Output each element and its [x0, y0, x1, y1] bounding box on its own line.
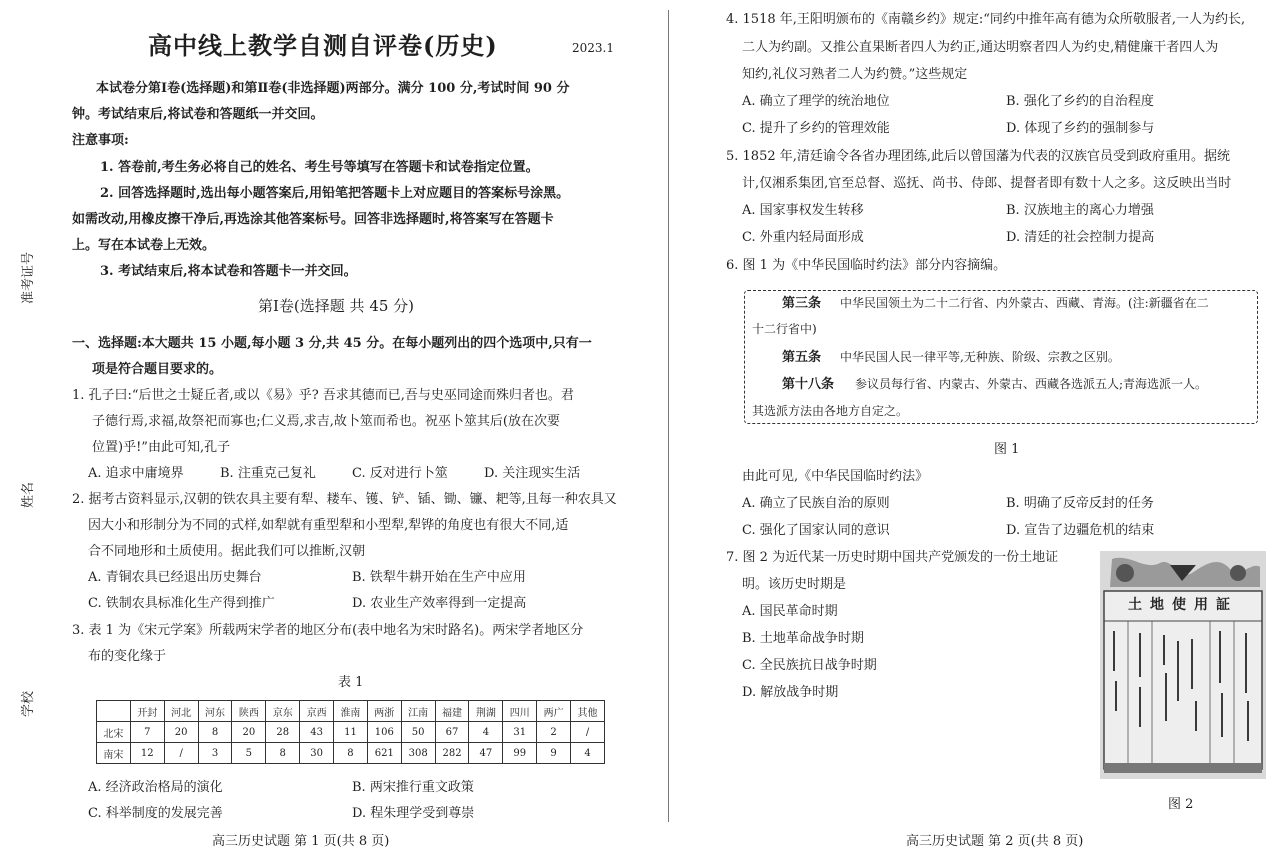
question-text: 4. 1518 年,王阳明颁布的《南赣乡约》规定:“同约中推年高有德为众所敬服者,一人为约长, [726, 12, 1246, 27]
question-text: 由此可见,《中华民国临时约法》 [742, 469, 929, 484]
school-label: 学校 [21, 690, 36, 717]
table-header-cell: 两广 [537, 701, 571, 722]
option: C. 全民族抗日战争时期 [742, 658, 877, 673]
table-cell: 5 [232, 743, 266, 764]
option: A. 追求中庸境界 [88, 466, 184, 481]
option: D. 关注现实生活 [484, 466, 581, 481]
question-text: 合不同地形和土质使用。据此我们可以推断,汉朝 [88, 544, 366, 559]
option: B. 汉族地主的离心力增强 [1006, 203, 1154, 218]
option: C. 提升了乡约的管理效能 [742, 121, 890, 136]
option: A. 青铜农具已经退出历史舞台 [88, 570, 262, 585]
table-cell: 106 [367, 722, 401, 743]
notice-item: 2. 回答选择题时,选出每小题答案后,用铅笔把答题卡上对应题目的答案标号涂黑。 [100, 186, 570, 201]
option: A. 确立了理学的统治地位 [742, 94, 890, 109]
article-text: 其选派方法由各地方自定之。 [752, 404, 909, 418]
section-title: 第Ⅰ卷(选择题 共 45 分) [258, 297, 415, 315]
table-cell: / [164, 743, 198, 764]
table-cell: / [571, 722, 605, 743]
option: D. 农业生产效率得到一定提高 [352, 596, 527, 611]
table-header-cell: 开封 [130, 701, 164, 722]
question-text: 1. 孔子曰:“后世之士疑丘者,或以《易》乎? 吾求其德而已,吾与史巫同途而殊归者也。君 [72, 388, 574, 403]
table-header-cell: 其他 [571, 701, 605, 722]
option: A. 国民革命时期 [742, 604, 838, 619]
question-text: 因大小和形制分为不同的式样,如犁就有重型犁和小型犁,犁铧的角度也有很大不同,适 [88, 518, 569, 533]
table-cell: 8 [266, 743, 300, 764]
notice-item: 1. 答卷前,考生务必将自己的姓名、考生号等填写在答题卡和试卷指定位置。 [100, 160, 539, 175]
table-cell: 282 [435, 743, 469, 764]
table-cell: 7 [130, 722, 164, 743]
question-text: 7. 图 2 为近代某一历史时期中国共产党颁发的一份土地证 [726, 550, 1059, 565]
name-label: 姓名 [21, 481, 36, 508]
table-cell: 2 [537, 722, 571, 743]
option: A. 经济政治格局的演化 [88, 780, 223, 795]
question-text: 明。该历史时期是 [742, 577, 847, 592]
option: B. 注重克己复礼 [220, 466, 316, 481]
option: B. 明确了反帝反封的任务 [1006, 496, 1154, 511]
question-text: 2. 据考古资料显示,汉朝的铁农具主要有犁、耧车、镬、铲、锸、锄、镰、耙等,且每一种农具又 [72, 492, 617, 507]
option: D. 清廷的社会控制力提高 [1006, 230, 1155, 245]
page-title: 高中线上教学自测自评卷(历史) [148, 31, 498, 60]
certificate-title: 土地使用証 [1128, 597, 1238, 613]
intro-line: 本试卷分第Ⅰ卷(选择题)和第Ⅱ卷(非选择题)两部分。满分 100 分,考试时间 90 分 [96, 81, 570, 96]
question-text: 子德行焉,求福,故祭祀而寡也;仁义焉,求吉,故卜筮而希也。祝巫卜筮其后(放在次要 [92, 414, 560, 429]
notice-item: 上。写在本试卷上无效。 [72, 238, 216, 253]
notice-item: 3. 考试结束后,将本试卷和答题卡一并交回。 [100, 264, 357, 279]
scholar-distribution-table [96, 700, 605, 764]
option: D. 程朱理学受到尊崇 [352, 806, 475, 821]
question-text: 位置)乎!”由此可知,孔子 [92, 440, 231, 455]
table-header-cell: 两浙 [367, 701, 401, 722]
table-cell: 8 [198, 722, 232, 743]
table-cell: 20 [232, 722, 266, 743]
option: D. 解放战争时期 [742, 685, 839, 700]
table-cell: 20 [164, 722, 198, 743]
land-certificate-illustration [1100, 551, 1266, 779]
table-cell: 北宋 [97, 722, 131, 743]
article-text: 参议员每行省、内蒙古、外蒙古、西藏各选派五人;青海选派一人。 [855, 377, 1208, 391]
exam-date: 2023.1 [572, 41, 614, 55]
table-header-cell: 福建 [435, 701, 469, 722]
table-cell: 8 [334, 743, 368, 764]
option: C. 科举制度的发展完善 [88, 806, 223, 821]
article-text: 中华民国领土为二十二行省、内外蒙古、西藏、青海。(注:新疆省在二 [840, 296, 1209, 310]
table-header-cell: 河东 [198, 701, 232, 722]
table-row [97, 743, 605, 764]
land-certificate-photo [1100, 551, 1266, 779]
table-cell: 11 [334, 722, 368, 743]
article-text: 十二行省中) [752, 322, 817, 336]
table-cell: 31 [503, 722, 537, 743]
question-text: 布的变化缘于 [88, 649, 167, 664]
option: C. 铁制农具标准化生产得到推广 [88, 596, 275, 611]
option: C. 外重内轻局面形成 [742, 230, 864, 245]
option: B. 铁犁牛耕开始在生产中应用 [352, 570, 526, 585]
table-header-cell: 江南 [401, 701, 435, 722]
question-text: 5. 1852 年,清廷谕令各省办理团练,此后以曾国藩为代表的汉族官员受到政府重用。据统 [726, 149, 1231, 164]
table-cell: 621 [367, 743, 401, 764]
option: B. 两宋推行重文政策 [352, 780, 474, 795]
table-cell: 47 [469, 743, 503, 764]
table-cell: 43 [300, 722, 334, 743]
figure-caption: 图 1 [994, 442, 1020, 457]
table-cell: 4 [469, 722, 503, 743]
table-header-cell: 淮南 [334, 701, 368, 722]
table-cell: 9 [537, 743, 571, 764]
option: D. 体现了乡约的强制参与 [1006, 121, 1155, 136]
notice-item: 如需改动,用橡皮擦干净后,再选涂其他答案标号。回答非选择题时,将答案写在答题卡 [72, 212, 554, 227]
table-header-row [97, 701, 605, 722]
table-header-cell: 京东 [266, 701, 300, 722]
table-cell: 50 [401, 722, 435, 743]
article-label: 第三条 [782, 296, 822, 311]
option: A. 确立了民族自治的原则 [742, 496, 890, 511]
option: D. 宣告了边疆危机的结束 [1006, 523, 1155, 538]
question-text: 计,仅湘系集团,官至总督、巡抚、尚书、侍郎、提督者即有数十人之多。这反映出当时 [742, 176, 1232, 191]
question-text: 6. 图 1 为《中华民国临时约法》部分内容摘编。 [726, 258, 1007, 273]
notice-title: 注意事项: [72, 133, 129, 148]
question-text: 知约,礼仪习熟者二人为约赞。”这些规定 [742, 67, 968, 82]
table-cell: 30 [300, 743, 334, 764]
figure-caption: 图 2 [1168, 797, 1194, 812]
table-cell: 67 [435, 722, 469, 743]
table-cell: 4 [571, 743, 605, 764]
table-header-cell: 荆湖 [469, 701, 503, 722]
table-header-cell: 河北 [164, 701, 198, 722]
table-cell: 12 [130, 743, 164, 764]
option: A. 国家事权发生转移 [742, 203, 864, 218]
question-text: 二人为约副。又推公直果断者四人为约正,通达明察者四人为约史,精健廉干者四人为 [742, 40, 1219, 55]
option: C. 反对进行卜筮 [352, 466, 448, 481]
table-header-cell: 陕西 [232, 701, 266, 722]
section-instruction: 项是符合题目要求的。 [92, 362, 223, 377]
table-cell: 28 [266, 722, 300, 743]
page-footer-left: 高三历史试题 第 1 页(共 8 页) [212, 834, 390, 849]
table-cell: 南宋 [97, 743, 131, 764]
table-cell: 308 [401, 743, 435, 764]
section-instruction: 一、选择题:本大题共 15 小题,每小题 3 分,共 45 分。在每小题列出的四个选项中,只有一 [72, 336, 592, 351]
table-header-cell: 京西 [300, 701, 334, 722]
intro-line: 钟。考试结束后,将试卷和答题纸一并交回。 [72, 107, 324, 122]
option: B. 土地革命战争时期 [742, 631, 864, 646]
column-divider [668, 10, 669, 822]
table-cell: 3 [198, 743, 232, 764]
table-cell: 99 [503, 743, 537, 764]
page-footer-right: 高三历史试题 第 2 页(共 8 页) [906, 834, 1084, 849]
table-header-cell [97, 701, 131, 722]
article-label: 第五条 [782, 350, 822, 365]
option: B. 强化了乡约的自治程度 [1006, 94, 1154, 109]
option: C. 强化了国家认同的意识 [742, 523, 890, 538]
article-text: 中华民国人民一律平等,无种族、阶级、宗教之区别。 [840, 350, 1120, 364]
table-header-cell: 四川 [503, 701, 537, 722]
table-row [97, 722, 605, 743]
table-caption: 表 1 [338, 675, 364, 690]
question-text: 3. 表 1 为《宋元学案》所载两宋学者的地区分布(表中地名为宋时路名)。两宋学者地区分 [72, 623, 584, 638]
exam-number-label: 准考证号 [21, 251, 36, 304]
article-label: 第十八条 [782, 377, 835, 392]
